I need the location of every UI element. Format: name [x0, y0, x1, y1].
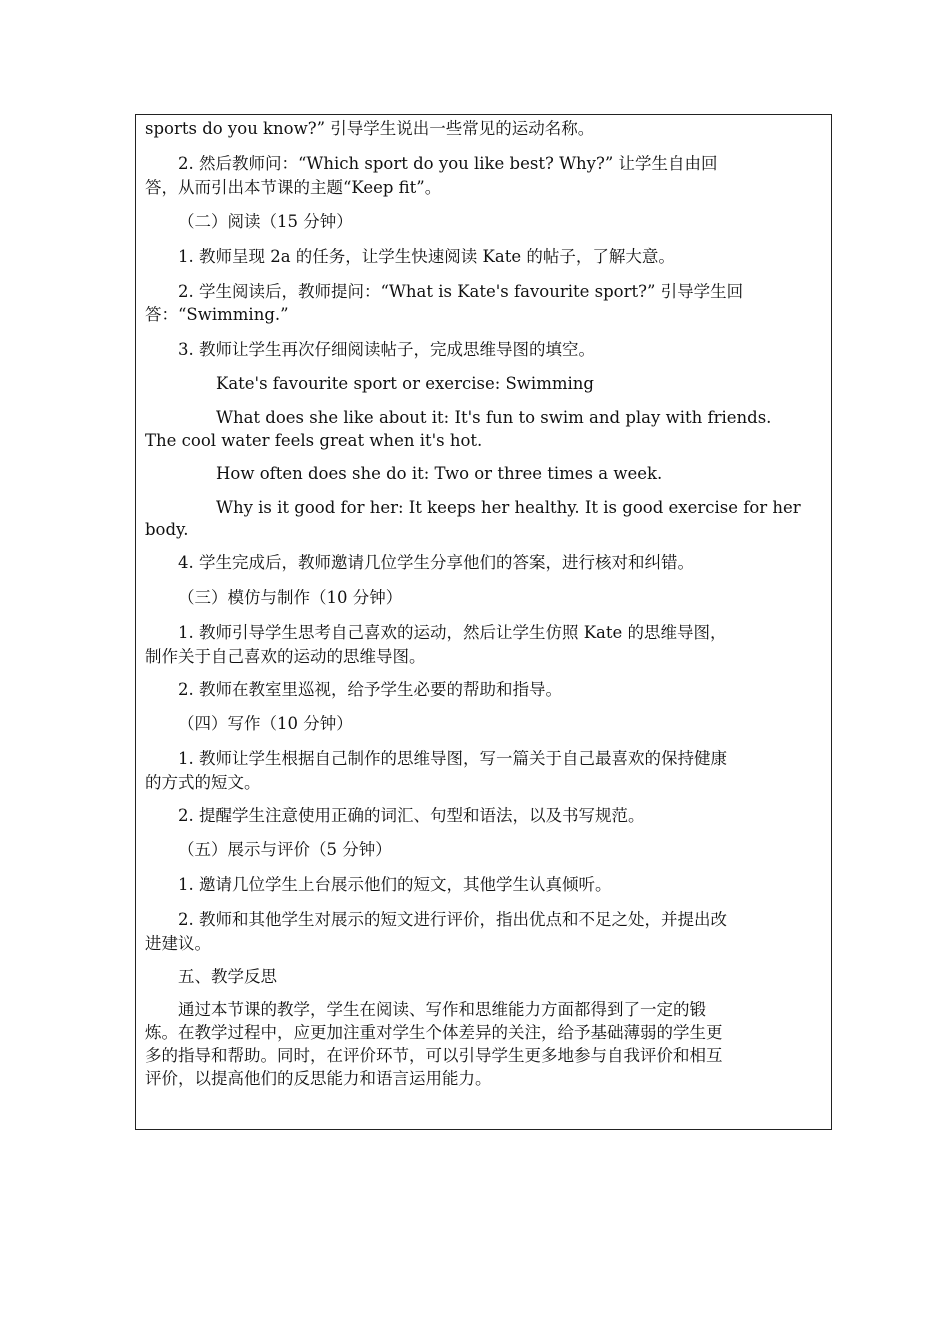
text-line: 1. 教师引导学生思考自己喜欢的运动，然后让学生仿照 Kate 的思维导图， — [178, 623, 727, 642]
text-line: 2. 教师和其他学生对展示的短文进行评价，指出优点和不足之处，并提出改 — [178, 910, 727, 929]
text-line: 1. 邀请几位学生上台展示他们的短文，其他学生认真倾听。 — [178, 875, 612, 894]
mind-map-line: body. — [145, 520, 189, 539]
text-line: 答：“Swimming.” — [145, 305, 289, 324]
text-line: 1. 教师呈现 2a 的任务，让学生快速阅读 Kate 的帖子，了解大意。 — [178, 247, 675, 266]
section-heading: 五、教学反思 — [178, 967, 277, 986]
section-heading: （二）阅读（15 分钟） — [178, 212, 353, 231]
mind-map-line: Why is it good for her: It keeps her healthy. It is good exercise for her — [216, 498, 801, 517]
section-heading: （三）模仿与制作（10 分钟） — [178, 588, 403, 607]
reflection-line: 多的指导和帮助。同时，在评价环节，可以引导学生更多地参与自我评价和相互 — [145, 1046, 723, 1065]
text-line: 的方式的短文。 — [145, 773, 261, 792]
text-line: 2. 提醒学生注意使用正确的词汇、句型和语法，以及书写规范。 — [178, 806, 645, 825]
text-line: 4. 学生完成后，教师邀请几位学生分享他们的答案，进行核对和纠错。 — [178, 553, 694, 572]
text-line: sports do you know?” 引导学生说出一些常见的运动名称。 — [145, 119, 595, 138]
text-line: 进建议。 — [145, 934, 211, 953]
mind-map-line: The cool water feels great when it's hot. — [145, 431, 483, 450]
text-line: 2. 然后教师问：“Which sport do you like best? Why?” 让学生自由回 — [178, 154, 718, 173]
mind-map-line: Kate's favourite sport or exercise: Swimming — [216, 374, 594, 393]
text-line: 3. 教师让学生再次仔细阅读帖子，完成思维导图的填空。 — [178, 340, 595, 359]
section-heading: （四）写作（10 分钟） — [178, 714, 353, 733]
mind-map-line: What does she like about it: It's fun to swim and play with friends. — [216, 408, 772, 427]
text-line: 2. 学生阅读后，教师提问：“What is Kate's favourite sport?” 引导学生回 — [178, 282, 744, 301]
text-line: 1. 教师让学生根据自己制作的思维导图，写一篇关于自己最喜欢的保持健康 — [178, 749, 727, 768]
text-line: 制作关于自己喜欢的运动的思维导图。 — [145, 647, 426, 666]
reflection-line: 炼。在教学过程中，应更加注重对学生个体差异的关注，给予基础薄弱的学生更 — [145, 1023, 723, 1042]
text-line: 答，从而引出本节课的主题“Keep fit”。 — [145, 178, 442, 197]
mind-map-line: How often does she do it: Two or three times a week. — [216, 464, 663, 483]
text-line: 2. 教师在教室里巡视，给予学生必要的帮助和指导。 — [178, 680, 562, 699]
section-heading: （五）展示与评价（5 分钟） — [178, 840, 392, 859]
reflection-line: 通过本节课的教学，学生在阅读、写作和思维能力方面都得到了一定的锻 — [178, 1000, 706, 1019]
reflection-line: 评价，以提高他们的反思能力和语言运用能力。 — [145, 1069, 492, 1088]
